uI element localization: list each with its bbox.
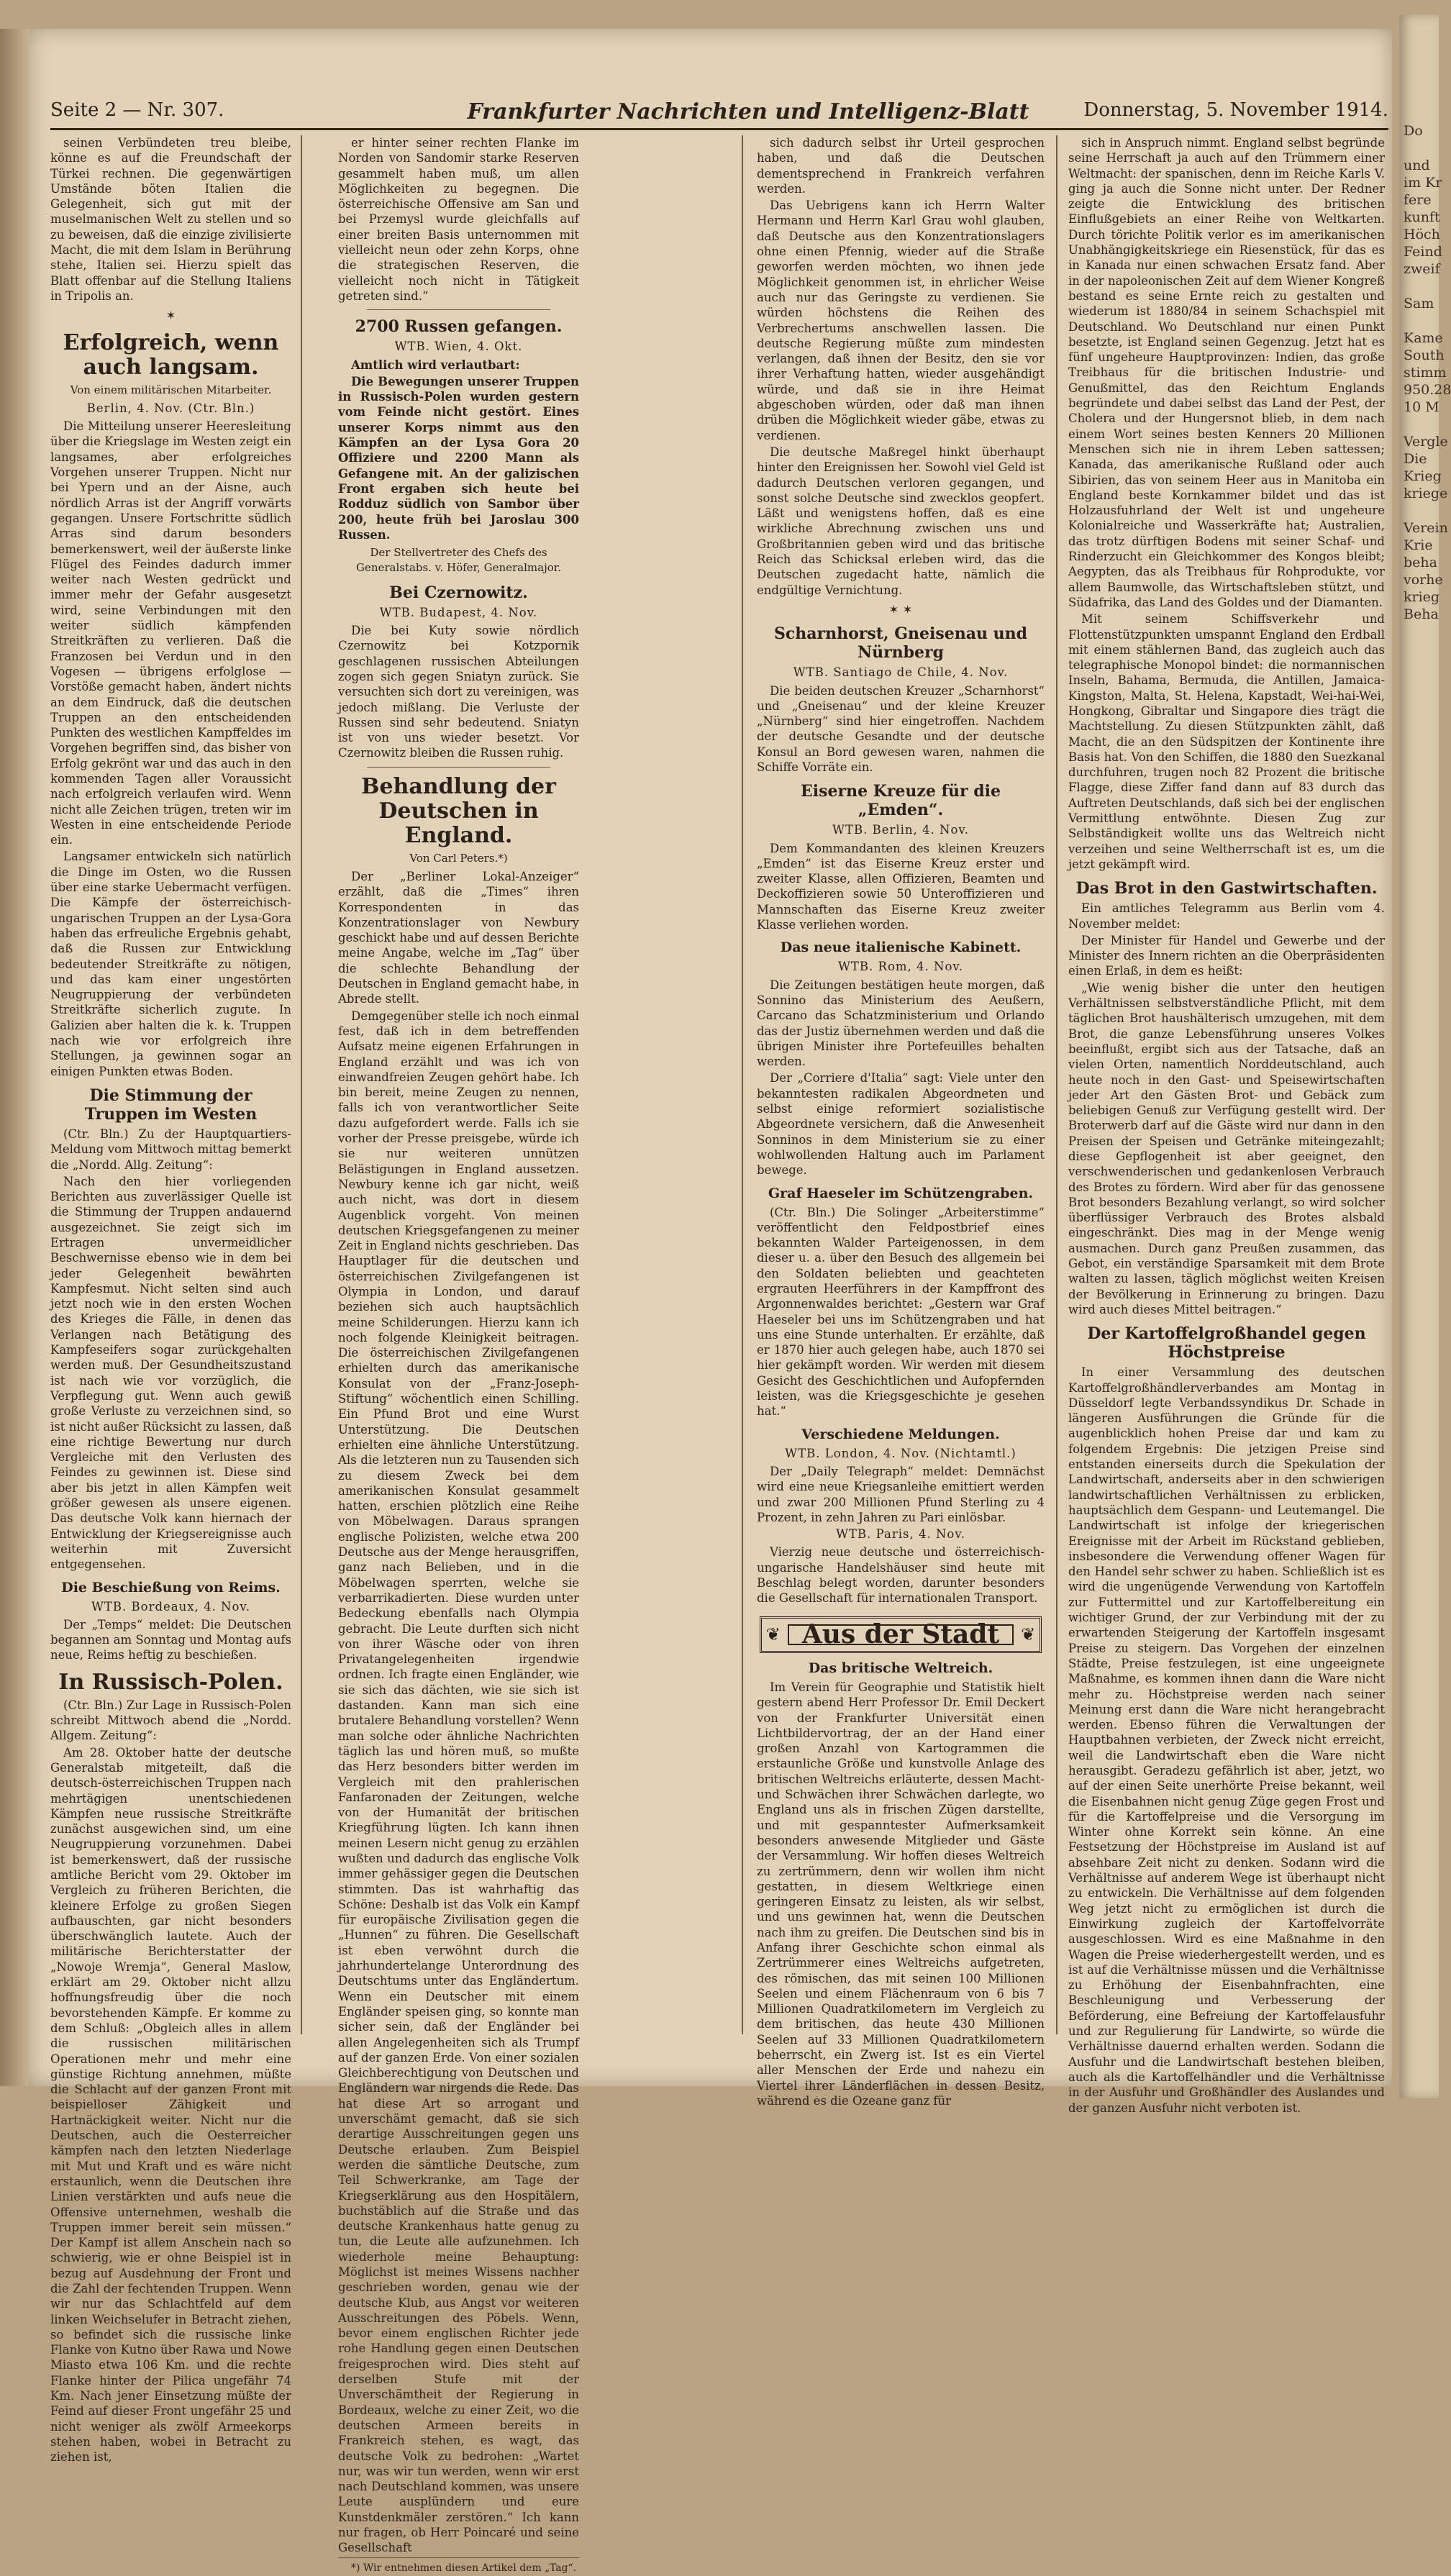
column-rule xyxy=(301,135,302,2034)
adjacent-page-text: Do und im Kr fere kunft Höch Feind zweif Sam Kame South stimm 950.28 10 M Vergle Die Krieg kriege Verein Krie beha vorhe krieg Beha xyxy=(1404,123,1451,622)
section-banner xyxy=(760,1616,1042,1653)
signature: Der Stellvertreter des Chefs des Generalstabs. v. Höfer, Generalmajor. xyxy=(355,546,562,575)
paragraph: Der „Temps“ meldet: Die Deutschen begannen am Sonntag und Montag aufs neue, Reims heftig zu beschießen. xyxy=(50,1617,291,1662)
article-headline: Das britische Weltreich. xyxy=(808,1660,993,1676)
article-headline: Bei Czernowitz. xyxy=(389,583,528,602)
dateline: WTB. Berlin, 4. Nov. xyxy=(832,823,969,837)
article-headline: Das Brot in den Gastwirtschaften. xyxy=(1075,879,1378,898)
paragraph: Die Mitteilung unserer Heeresleitung über die Kriegslage im Westen zeigt ein langsames, aber erfolgreiches Vorgehen unserer Truppen. Nicht nur bei Ypern und an der Aisne, auch nördlich Arras ist der Angriff vorwärts gegangen. Unsere Fortschritte südlich Arras sind darum besonders bemerkenswert, weil der äußerste linke Flügel des Feindes dadurch immer weiter nach Westen gedrückt und immer mehr der Gefahr ausgesetzt wird, seine Verbindungen mit den weiter südlich kämpfenden Streitkräften zu verlieren. Daß die Franzosen bei Verdun und in den Vogesen — übrigens erfolglose — Vorstöße gemacht haben, ändert nichts an dem Eindruck, daß die deutschen Truppen an den entscheidenden Punkten des westlichen Kampffeldes im Vorgehen begriffen sind, das bisher von Erfolg gekrönt war und das auch in den kommenden Tagen aller Voraussicht nach erfolgreich verlaufen wird. Wenn nicht alle Zeichen trügen, treten wir im Westen in eine entscheidende Periode ein. xyxy=(50,419,291,847)
ornament-icon: ❦ xyxy=(765,1624,781,1644)
paragraph: Amtlich wird verlautbart: xyxy=(351,358,520,372)
binding-edge xyxy=(0,29,29,2086)
article-headline: Verschiedene Meldungen. xyxy=(801,1426,1000,1442)
footnote: *) Wir entnehmen diesen Artikel dem „Tag“. xyxy=(338,2557,579,2576)
paragraph: „Wie wenig bisher die unter den heutigen Verhältnissen selbstverständliche Pflicht, mit dem täglichen Brot haushälterisch umzugehen, mit dem Brot, die ganze Lebensführung unseres Volkes beeinflußt, ergibt sich aus der Tatsache, daß an vielen Orten, namentlich Norddeutschland, auch heute noch in den Gast- und Speisewirtschaften jeder Art den Gästen Brot- und Gebäck zum beliebigen Genuß zur Verfügung gestellt wird. Der Broterwerb darf auf die Gäste wird nur dann in den Preisen der Speisen und Getränke miteingezahlt; diese Gepflogenheit ist aber geeignet, den verschwenderischen und gedankenlosen Verbrauch des Brotes zu fördern. Wird aber für das genossene Brot besonders Bezahlung verlangt, so wird solcher überflüssiger Verbrauch des Brotes alsbald eingeschränkt. Dies mag in der Menge wenig ausmachen. Durch ganz Preußen zusammen, das Gebot, ein verständige Sparsamkeit mit dem Brote walten zu lassen, täglich möglichst weiten Kreisen der Bevölkerung in Erinnerung zu bringen. Dazu wird auch dieses Mittel beitragen.“ xyxy=(1068,980,1385,1316)
paragraph: (Ctr. Bln.) Zu der Hauptquartiers-Meldung vom Mittwoch mittag bemerkt die „Nordd. Allg. Zeitung“: xyxy=(50,1127,291,1172)
paragraph: Im Verein für Geographie und Statistik hielt gestern abend Herr Professor Dr. Emil Deckert von der Frankfurter Universität einen Lichtbildervortrag, der an der Hand einer großen Anzahl von Kartogrammen die erstaunliche Größe und kunstvolle Anlage des britischen Weltreichs erläuterte, dessen Macht- und Schwächen ihrer Schwächen darlegte, wo England uns als in frischen Zügen darstellte, und mit gespanntester Aufmerksamkeit besonders anwesende Mitglieder und Gäste der Versammlung. Wir hoffen dieses Weltreich zu zertrümmern, denn wir wollen ihm nicht gestatten, in diesem Weltkriege einen geringeren Einsatz zu leisten, als wir selbst, und uns gewinnen hat, wenn die Deutschen nach ihm zu greifen. Die Deutschen sind bis in Anfang ihrer Geschichte schon einmal als Zertrümmerer eines Weltreichs aufgetreten, des römischen, das mit seinen 100 Millionen Seelen und einem Flächenraum von 6 bis 7 Millionen Quadratkilometern im Vergleich zu dem britischen, das heute 430 Millionen Seelen auf 33 Millionen Quadratkilometern beherrscht, ein Zwerg ist. Ist es ein Viertel aller Menschen der Erde und nahezu ein Viertel ihrer Länderflächen in dessen Besitz, während es die Ozeane ganz für xyxy=(757,1680,1045,2108)
paragraph: Der „Berliner Lokal-Anzeiger“ erzählt, daß die „Times“ ihren Korrespondenten in das Konzentrationslager von Newbury geschickt habe und auf dessen Berichte meine Angabe, welche im „Tag“ über die schlechte Behandlung der Deutschen in England gemacht habe, in Abrede stellt. xyxy=(338,869,579,1006)
dateline: WTB. Paris, 4. Nov. xyxy=(836,1527,965,1542)
newspaper-title: Frankfurter Nachrichten und Intelligenz-Blatt xyxy=(467,99,1029,124)
paragraph: Die beiden deutschen Kreuzer „Scharnhorst“ und „Gneisenau“ und der kleine Kreuzer „Nürnberg“ sind hier eingetroffen. Nachdem der deutsche Gesandte und der deutsche Konsul an Bord gewesen waren, nahmen die Schiffe Vorräte ein. xyxy=(757,683,1045,774)
paragraph: (Ctr. Bln.) Zur Lage in Russisch-Polen schreibt Mittwoch abend die „Nordd. Allgem. Zeitung“: xyxy=(50,1698,291,1743)
paragraph: Der Minister für Handel und Gewerbe und der Minister des Innern richten an die Oberpräsidenten einen Erlaß, in dem es heißt: xyxy=(1068,933,1385,978)
paragraph: Der „Daily Telegraph“ meldet: Demnächst wird eine neue Kriegsanleihe emittiert werden und zwar 200 Millionen Pfund Sterling zu 4 Prozent, in zehn Jahren zu Pari einlösbar. xyxy=(757,1464,1045,1524)
byline: Von Carl Peters.*) xyxy=(409,851,508,865)
ornament-icon: ❦ xyxy=(1021,1624,1036,1644)
paragraph: Am 28. Oktober hatte der deutsche Generalstab mitgeteilt, daß die deutsch-österreichischen Truppen nach mehrtägigen unentschiedenen Kämpfen neue russische Streitkräfte zunächst ausgewichen sind, um eine Neugruppierung vorzunehmen. Dabei ist bemerkenswert, daß der russische amtliche Bericht vom 29. Oktober im Vergleich zu früheren Berichten, die kleinere Erfolge zu großen Siegen aufbauschten, gar nicht besonders überschwänglich lautete. Auch der militärische Berichterstatter der „Nowoje Wremja“, General Maslow, erklärt am 29. Oktober nicht allzu hoffnungsfreudig über die noch bevorstehenden Kämpfe. Er komme zu dem Schluß: „Obgleich alles in allem die russischen militärischen Operationen mehr und mehr eine günstige Richtung annehmen, müßte die Schlacht auf der ganzen Front mit beispielloser Zähigkeit und Hartnäckigkeit weiter. Nicht nur die Deutschen, auch die Oesterreicher kämpfen nach den letzten Niederlage mit Mut und Kraft und es wäre nicht erstaunlich, wenn die Deutschen ihre Linien verstärkten und aufs neue die Offensive unternehmen, weshalb die Truppen immer bereit sein müssen.“ Der Kampf ist allem Anschein nach so schwierig, wie er ohne Beispiel ist in bezug auf Ausdehnung der Front und die Zahl der fechtenden Truppen. Wenn wir nur das Schlachtfeld auf dem linken Weichselufer in Betracht ziehen, so befindet sich die russische linke Flanke von Kutno über Rawa und Nowe Miasto etwa 106 Km. und die rechte Flanke hinter der Pilica ungefähr 74 Km. Nach jener Einsetzung müßte der Feind auf dieser Front ungefähr 25 und nicht weniger als zwölf Armeekorps stehen haben, wobei in Betracht zu ziehen ist, xyxy=(50,1745,291,2465)
dateline: Berlin, 4. Nov. (Ctr. Bln.) xyxy=(86,401,255,415)
article-headline: In Russisch-Polen. xyxy=(58,1669,283,1695)
separator xyxy=(367,309,550,310)
paragraph: Die Zeitungen bestätigen heute morgen, daß Sonnino das Ministerium des Aeußern, Carcano das Schatzministerium und Orlando das der Justiz übernehmen werden und daß die übrigen Minister ihre Portefeuilles behalten werden. xyxy=(757,978,1045,1069)
article-continuation: sich in Anspruch nimmt. England selbst begründe seine Herrschaft ja auch auf den Trümmern einer Weltmacht: der spanischen, denn im Reiche Karls V. ging ja auch die Sonne nicht unter. Der Redner zeigte die Entwicklung des britischen Einflußgebiets an einer Reihe von Weltkarten. Durch törichte Politik verlor es im amerikanischen Unabhängigkeitskriege ein Riesenstück, für das es in Kanada nur einen schwachen Ersatz fand. Aber in der napoleonischen Zeit auf dem Wiener Kongreß bestand es seine Ernte reich zu gestalten und wiederum ist 1880/84 in seinem Schachspiel mit Deutschland. Wo Deutschland nur einen Punkt besetzte, ist England seinen Gegenzug. Jetzt hat es fünf ungeheure Hauptprovinzen: Indien, das große Treibhaus für die britischen Industrie- und Genußmittel, das den Reichtum Englands begründete und dabei selbst das Land der Pest, der Cholera und der Hungersnot blieb, in dem nach einem Wort seines besten Kenners 20 Millionen Menschen sich nie in ihrem Leben sattessen; Kanada, das amerikanische Rußland oder auch Sibirien, das von seinem Heer aus in Manitoba ein England beste Kornkammer bildet und das ist Holzausfuhrland der Welt ist und ungeheure Kolonialreiche und Wasserkräfte hat; Australien, das trotz dürftigen Bodens mit seiner Schaf- und Rinderzucht ein Gleichkommer des Kongos bleibt; Aegypten, das als Treibhaus für Rohprodukte, vor allem Baumwolle, das Wirtschaftsleben stützt, und Südafrika, das Land des Goldes und der Diamanten. xyxy=(1068,136,1385,609)
paragraph: Ein amtliches Telegramm aus Berlin vom 4. November meldet: xyxy=(1068,901,1385,931)
separator xyxy=(367,767,550,768)
dateline: WTB. Bordeaux, 4. Nov. xyxy=(91,1599,251,1614)
section-title: Aus der Stadt xyxy=(788,1624,1014,1645)
article-headline: Graf Haeseler im Schützengraben. xyxy=(768,1185,1034,1201)
article-headline: Behandlung der Deutschen in England. xyxy=(361,773,556,848)
adjacent-page-edge xyxy=(1399,14,1451,2098)
dateline: WTB. Wien, 4. Okt. xyxy=(394,340,523,354)
paragraph: Der „Corriere d'Italia“ sagt: Viele unter den bekanntesten radikalen Abgeordneten und selbst einige reformiert sozialistische Abgeordnete versichern, daß die Anwesenheit Sonninos in dem Ministerium sie zu einer wohlwollenden Haltung auch im Parlament bewege. xyxy=(757,1071,1045,1178)
article-continuation: seinen Verbündeten treu bleibe, könne es auf die Freundschaft der Türkei rechnen. Die gegenwärtigen Umstände böten Italien die Gelegenheit, sich gut mit der muselmanischen Welt zu stellen und so zu beweisen, daß die einzige zivilisierte Macht, die mit dem Islam in Berührung stehe, Italien sei. Hierzu spielt das Blatt offenbar auf die Stellung Italiens in Tripolis an. xyxy=(50,136,291,303)
column-rule xyxy=(1056,135,1057,2034)
paragraph: Mit seinem Schiffsverkehr und Flottenstützpunkten umspannt England den Erdball mit einem stählernen Band, das zugleich auch das telegraphische Monopol bindet: die normannischen Inseln, Bahama, Bermuda, die Antillen, Jamaica-Kingston, Malta, St. Helena, Kapstadt, Wei-hai-Wei, Hongkong, Gibraltar und Singapore dies trägt die Machtstellung. Zu diesen Stützpunkten zählt, daß Macht, die an den Südspitzen der Kontinente ihre Basis hat. Von den Schiffen, die 1880 den Suezkanal durchfuhren, trugen noch 82 Prozent die britische Flagge, diese Ziffer fand dann auf 83 durch das Auftreten Deutschlands, daß sich bei der englischen Vermittlung entwöhnte. Diesen Zug zur Selbständigkeit wollte uns das Weltreich nicht verzeihen und seine Weltherrschaft ist es, um die jetzt gekämpft wird. xyxy=(1068,612,1385,871)
column-4 xyxy=(1068,135,1385,2115)
paragraph: Langsamer entwickeln sich natürlich die Dinge im Osten, wo die Russen über eine starke Uebermacht verfügen. Die Kämpfe der österreichisch-ungarischen Truppen an der Lysa-Gora haben das erfreuliche Ergebnis gehabt, daß die Russen zur Entwicklung bedeutender Streitkräfte zu nötigen, und das kam einer ungestörten Neugruppierung der verbündeten Streitkräfte sicherlich zugute. In Galizien aber halten die k. k. Truppen nach wie vor erfolgreich ihre Stellungen, ja gewinnen sogar an einigen Punkten etwas Boden. xyxy=(50,850,291,1078)
article-continuation: er hinter seiner rechten Flanke im Norden von Sandomir starke Reserven gesammelt haben muß, um allen Möglichkeiten zu begegnen. Die österreichische Offensive am San und bei Przemysl wurde gleichfalls auf einer breiten Basis unternommen mit vielleicht neun oder zehn Korps, ohne die strategischen Reserven, die vielleicht noch nicht in Tätigkeit getreten sind.“ xyxy=(338,136,579,303)
dateline: WTB. Budapest, 4. Nov. xyxy=(379,605,538,619)
article-headline: Das neue italienische Kabinett. xyxy=(780,939,1022,956)
paragraph: (Ctr. Bln.) Die Solinger „Arbeiterstimme“ veröffentlicht den Feldpostbrief eines bekannten Walder Parteigenossen, in dem dieser u. a. über den Besuch des allgemein bei den Soldaten beliebten und geachteten ergrauten Heerführers in der Kampffront des Argonnenwaldes berichtet: „Gestern war Graf Haeseler bei uns im Schützengraben und hat uns eine Stunde unterhalten. Er erzählte, daß er 1870 hier auch gelegen habe, auch 1870 sei hier gekämpft worden. Wir werden mit diesem Gesicht des Geschichtlichen und Aufopfernden leisten, was die Kriegsgeschichte je gesehen hat.“ xyxy=(757,1205,1045,1419)
byline: Von einem militärischen Mitarbeiter. xyxy=(70,383,272,396)
column-1 xyxy=(50,135,291,2465)
page-header xyxy=(50,99,1388,130)
paragraph: Nach den hier vorliegenden Berichten aus zuverlässiger Quelle ist die Stimmung der Truppen andauernd ausgezeichnet. Sie zeigt sich im Ertragen unvermeidlicher Beschwernisse ebenso wie in dem bei jeder Gelegenheit bewährten Kampfesmut. Nicht selten sind auch jetzt noch wie in den ersten Wochen des Krieges die Fälle, in denen das Verlangen nach Betätigung des Kampfeseifers sogar zurückgehalten werden muß. Der Gesundheitszustand ist nach wie vor vorzüglich, die Verpflegung gut. Wenn auch gewiß große Verluste zu verzeichnen sind, so ist nicht außer Rücksicht zu lassen, daß eine richtige Bewertung nur durch Vergleiche mit den Verlusten des Feindes zu gewinnen ist. Diese sind aber bis jetzt in allen Kämpfen weit größer gewesen als unsere eigenen. Das deutsche Volk kann hiernach der Entwicklung der Kriegsereignisse auch weiterhin mit Zuversicht entgegensehen. xyxy=(50,1174,291,1572)
column-3 xyxy=(757,135,1045,2108)
column-rule xyxy=(742,135,743,2034)
paragraph: In einer Versammlung des deutschen Kartoffelgroßhändlerverbandes am Montag in Düsseldorf legte Verbandssyndikus Dr. Schade in längeren Ausführungen die Gründe für die augenblicklich hohen Preise dar und kam zu folgendem Ergebnis: Die jetzigen Preise sind entstanden einerseits durch die Spekulation der Landwirtschaft, anderseits aber in den schwierigen landwirtschaftlichen Verhältnissen zu erblicken, hauptsächlich dem Gespann- und Leutemangel. Die Landwirtschaft ist infolge der kriegerischen Ereignisse mit der Arbeit im Rückstand geblieben, insbesondere die Verwendung offener Wagen für den Handel sehr schwer zu haben. Schließlich ist es wird die ungenügende Verwendung von Kartoffeln zur Futtermittel und zur Kartoffelbereitung ein wichtiger Grund, der zur Verbindung mit der zu erwartenden Steigerung der Kartoffeln insgesamt Preise zu steigern. Das Vorgehen der einzelnen Städte, Preise festzulegen, ist eine ungeeignete Maßnahme, es kommen ihnen dann die Ware nicht mehr zu. Höchstpreise werden nach seiner Meinung erst dann die Ware nicht herangebracht werden. Ebenso führen die Verwaltungen der Hauptbahnen verbieten, der Zweck nicht erreicht, weil die Landwirtschaft eben die Ware nicht herausgibt. Geradezu gefährlich ist aber, jetzt, wo auf der einen Seite unerhörte Preise bekannt, weil die Eisenbahnen nicht genug Züge gegen Frost und für die Kartoffelpreise und die Versorgung im Winter ohne Korrekt sein könne. An eine Festsetzung der Höchstpreise im Ausland ist auf absehbare Zeit nicht zu denken. Sodann wird die Verhältnisse auf anderem Wege ist überhaupt nicht zu entwickeln. Die Verhältnisse auf dem folgenden Weg jetzt nicht zu ermöglichen ist durch die Einwirkung zugleich der Kartoffelvorräte ausgeschlossen. Wird es eine Maßnahme in den Wagen die Preise wiederhergestellt werden, und es ist auf die Verhältnisse müssen und die Verhältnisse zu Erhöhung der Eisenbahnfrachten, eine Beschleunigung und Verbesserung der Beförderung, eine Befreiung der Kartoffelausfuhr und zur Regulierung für Landwirte, so würde die Verhältnisse dauernd erhalten werden. Sodann die Ausfuhr und die Landwirtschaft bestehen bleiben, auch als die Kartoffelhändler und die Verhältnisse in der Ausfuhr und Großhändler des Auslandes und der ganzen Ausfuhr nicht verboten ist. xyxy=(1068,1365,1385,2115)
article-headline: Die Beschießung von Reims. xyxy=(61,1579,281,1596)
article-headline: Eiserne Kreuze für die „Emden“. xyxy=(800,782,1001,820)
article-headline: 2700 Russen gefangen. xyxy=(355,317,563,337)
issue-date: Donnerstag, 5. November 1914. xyxy=(1083,99,1388,121)
paragraph: Die Bewegungen unserer Truppen in Russisch-Polen wurden gestern vom Feinde nicht gestört. Eines unserer Korps nimmt aus den Kämpfen an der Lysa Gora 20 Offiziere und 2200 Mann als Gefangene mit. An der galizischen Front ergaben sich heute bei Rodduz südlich von Sambor über 200, heute früh bei Jaroslau 300 Russen. xyxy=(338,374,579,542)
dateline: WTB. Santiago de Chile, 4. Nov. xyxy=(793,665,1009,680)
article-headline: Die Stimmung der Truppen im Westen xyxy=(84,1086,258,1124)
paragraph: Das Uebrigens kann ich Herrn Walter Hermann und Herrn Karl Grau wohl glauben, daß Deutsche aus den Konzentrationslagers ohne einen Pfennig, wieder auf die Straße geworfen werden möchten, wo ihnen jede Möglichkeit genommen ist, in ehrlicher Weise auch nur das Geringste zu verdienen. Sie würden höchstens die Reihen des Verbrechertums anschwellen lassen. Die deutsche Regierung müßte zum mindesten verlangen, daß ihnen der Besitz, den sie vor ihrer Verhaftung hatten, wieder ausgehändigt würde, und daß sie in ihre Heimat abgeschoben würden, oder daß man ihnen drüben die Möglichkeit wieder gäbe, etwas zu verdienen. xyxy=(757,199,1045,442)
separator: ✶ ✶ xyxy=(888,602,913,616)
paragraph: Die bei Kuty sowie nördlich Czernowitz bei Kotzpornik geschlagenen russischen Abteilungen zogen sich gegen Sniatyn zurück. Sie versuchten sich dort zu vereinigen, was jedoch mißlang. Die Verluste der Russen sind sehr bedeutend. Sniatyn ist von uns wieder besetzt. Vor Czernowitz bleiben die Russen ruhig. xyxy=(338,624,579,760)
dateline: WTB. London, 4. Nov. (Nichtamtl.) xyxy=(785,1446,1016,1460)
paragraph: Demgegenüber stelle ich noch einmal fest, daß ich in dem betreffenden Aufsatz meine eigenen Erfahrungen in England erzählt und was ich von einwandfreien Zeugen gehört habe. Ich bin bereit, meine Zeugen zu nennen, falls ich von verantwortlicher Seite dazu aufgefordert werde. Falls ich sie vorher der Presse preisgebe, würde ich sie nur weiteren unnützen Belästigungen in England aussetzen. Newbury kenne ich gar nicht, weiß auch nicht, was dort in diesem Augenblick vorgeht. Von meinen deutschen Kriegsgefangenen zu meiner Zeit in England nichts geschrieben. Das Hauptlager für die deutschen und österreichischen Zivilgefangenen ist Olympia in London, und darauf beziehen sich auch hauptsächlich meine Schilderungen. Hierzu kann ich noch folgende Kleinigkeit beitragen. Die österreichischen Zivilgefangenen erhielten durch das amerikanische Konsulat von der „Franz-Joseph-Stiftung“ wöchentlich einen Schilling. Ein Pfund Brot und eine Wurst Unterstützung. Die Deutschen erhielten eine ähnliche Unterstützung. Als die letzteren nun zu Tausenden sich zu diesem Zweck bei dem amerikanischen Konsulat gesammelt hatten, erschien plötzlich eine Reihe von Möbelwagen. Daraus sprangen englische Polizisten, welche etwa 200 Deutsche aus der Menge herausgriffen, ganz nach Belieben, und in die Möbelwagen sperrten, welche sie verbarrikadierten. Diese wurden unter Bedeckung ebenfalls nach Olympia gebracht. Die Leute durften sich nicht von ihrer Wäsche oder von ihren Privatangelegenheiten irgendwie ordnen. Ich fragte einen Engländer, wie sie sich das dächten, wie sie sich ist dastanden. Kann man sich eine brutalere Behandlung vorstellen? Wenn man solche oder ähnliche Nachrichten täglich las und hören muß, so mußte das Herz besonders bitter werden im Vergleich mit den prahlerischen Fanfaronaden der Zeitungen, welche von der Humanität der britischen Kriegführung lügten. Ich kann ihnen meinen Lesern nicht genug zu erzählen wußten und dadurch das englische Volk immer gehässiger gegen die Deutschen stimmten. Das ist wahrhaftig das Schöne: Deshalb ist das Volk ein Kampf für europäische Zivilisation gegen die „Hunnen“ zu führen. Die Gesellschaft ist eben verwöhnt durch die jahrhundertelange Unterordnung des Deutschtums unter das Engländertum. Wenn ein Deutscher mit einem Engländer speisen ging, so konnte man sicher sein, daß der Engländer bei allen Angelegenheiten sich als Trumpf auf der ganzen Erde. Von einer sozialen Gleichberechtigung von Deutschen und Engländern war nirgends die Rede. Das hat diese Art so arrogant und unverschämt gemacht, daß sie sich derartige Ausschreitungen gegen uns Deutsche erlauben. Zum Beispiel werden die sämtliche Deutsche, zum Teil Schwerkranke, am Tage der Kriegserklärung aus den Hospitälern, buchstäblich auf die Straße und das deutsche Krankenhaus hatte genug zu tun, die Leute alle aufzunehmen. Ich wiederhole meine Behauptung: Möglichst ist meines Wissens nachher geschrieben worden, genau wie der deutsche Klub, aus Angst vor weiteren Ausschreitungen des Pöbels. Wenn, bevor einem englischen Richter jede rohe Handlung gegen einen Deutschen freigesprochen wird. Dies steht auf derselben Stufe mit der Unverschämtheit der Regierung in Bordeaux, welche zu einer Zeit, wo die deutschen Armeen bereits in Frankreich stehen, es wagt, das deutsche Volk zu bedrohen: „Wartet nur, was wir tun werden, wenn wir erst nach Deutschland kommen, was unsere Leute ausplündern und eure Kunstdenkmäler zerstören.“ Ich kann nur fragen, ob Herr Poincaré und seine Gesellschaft xyxy=(338,1009,579,2555)
column-2 xyxy=(338,135,579,2574)
page-number: Seite 2 — Nr. 307. xyxy=(50,99,224,121)
paragraph: Dem Kommandanten des kleinen Kreuzers „Emden“ ist das Eiserne Kreuz erster und zweiter Klasse, allen Offizieren, Beamten und Deckoffizieren sowie 50 Unteroffizieren und Mannschaften das Eiserne Kreuz zweiter Klasse verliehen worden. xyxy=(757,841,1045,932)
article-headline: Scharnhorst, Gneisenau und Nürnberg xyxy=(773,624,1028,663)
paragraph: Die deutsche Maßregel hinkt überhaupt hinter den Ereignissen her. Sowohl viel Geld ist dadurch Deutschen verloren gegangen, und sonst solche Deutsche sind zwecklos geopfert. Läßt und wenigstens hoffen, daß es eine wirkliche Abrechnung zwischen uns und Großbritannien geben wird und das britische Reich das Schicksal erleben wird, das die Deutschen zugedacht hatte, nämlich die endgültige Vernichtung. xyxy=(757,445,1045,597)
article-headline: Erfolgreich, wenn auch langsam. xyxy=(63,329,279,380)
article-continuation: sich dadurch selbst ihr Urteil gesprochen haben, und daß die Deutschen dementsprechend in Frankreich verfahren werden. xyxy=(757,136,1045,196)
separator: ✶ xyxy=(165,309,176,323)
article-headline: Der Kartoffelgroßhandel gegen Höchstpreise xyxy=(1087,1324,1366,1362)
dateline: WTB. Rom, 4. Nov. xyxy=(837,960,964,974)
paragraph: Vierzig neue deutsche und österreichisch-ungarische Handelshäuser sind heute mit Beschlag belegt worden, darunter besonders die Gesellschaft für internationalen Transport. xyxy=(757,1545,1045,1606)
